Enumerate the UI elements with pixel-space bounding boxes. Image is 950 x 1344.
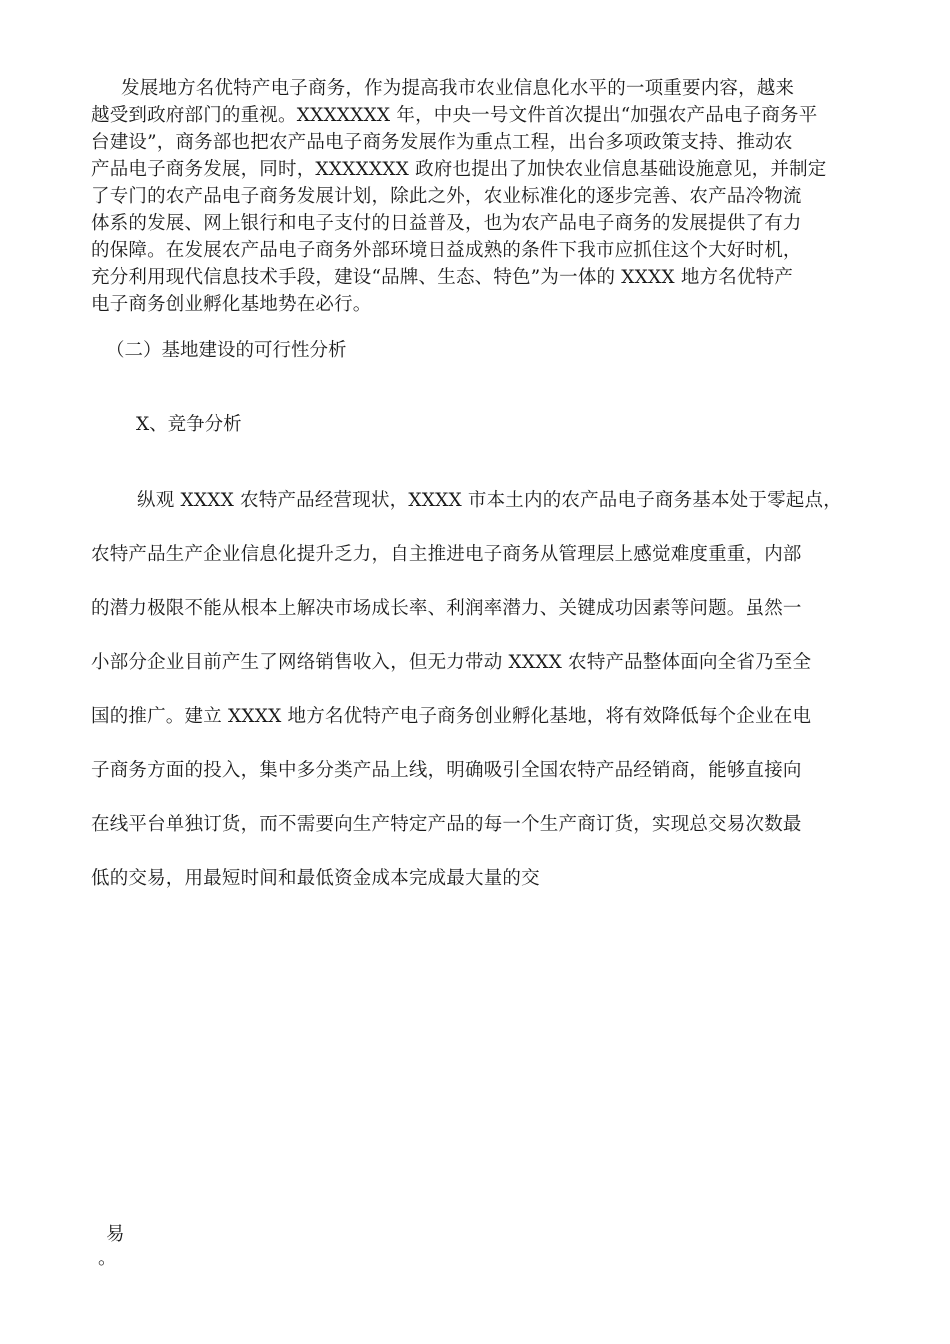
paragraph-line: 越受到政府部门的重视。XXXXXXX 年，中央一号文件首次提出“加强农产品电子商务平 [91,105,818,126]
continuation-punct: 。 [98,1248,117,1269]
paragraph-line: 充分利用现代信息技术手段，建设“品牌、生态、特色”为一体的 XXXX 地方名优特产 [91,267,794,288]
paragraph-line: 小部分企业目前产生了网络销售收入，但无力带动 XXXX 农特产品整体面向全省乃至全 [91,652,812,673]
paragraph-line: 低的交易，用最短时间和最低资金成本完成最大量的交 [91,868,540,889]
paragraph-line: 的潜力极限不能从根本上解决市场成长率、利润率潜力、关键成功因素等问题。虽然一 [91,598,802,619]
paragraph-line: 了专门的农产品电子商务发展计划，除此之外，农业标准化的逐步完善、农产品冷物流 [91,186,802,207]
paragraph-line: 纵观 XXXX 农特产品经营现状，XXXX 市本土内的农产品电子商务基本处于零起点， [137,490,842,511]
section-heading: （二）基地建设的可行性分析 [106,340,347,361]
paragraph-line: 在线平台单独订货，而不需要向生产特定产品的每一个生产商订货，实现总交易次数最 [91,814,802,835]
paragraph-line: 发展地方名优特产电子商务，作为提高我市农业信息化水平的一项重要内容，越来 [121,78,795,99]
paragraph-line: 体系的发展、网上银行和电子支付的日益普及，也为农产品电子商务的发展提供了有力 [91,213,802,234]
paragraph-line: 台建设”，商务部也把农产品电子商务发展作为重点工程，出台多项政策支持、推动农 [91,132,793,153]
subsection-heading: X、竞争分析 [136,414,242,435]
paragraph-line: 的保障。在发展农产品电子商务外部环境日益成熟的条件下我市应抓住这个大好时机， [91,240,802,261]
continuation-char: 易 [106,1224,125,1245]
paragraph-line: 子商务方面的投入，集中多分类产品上线，明确吸引全国农特产品经销商，能够直接向 [91,760,802,781]
paragraph-line: 电子商务创业孵化基地势在必行。 [91,294,372,315]
paragraph-line: 农特产品生产企业信息化提升乏力，自主推进电子商务从管理层上感觉难度重重，内部 [91,544,802,565]
paragraph-line: 国的推广。建立 XXXX 地方名优特产电子商务创业孵化基地，将有效降低每个企业在电 [91,706,812,727]
paragraph-line: 产品电子商务发展，同时，XXXXXXX 政府也提出了加快农业信息基础设施意见，并制定 [91,159,827,180]
